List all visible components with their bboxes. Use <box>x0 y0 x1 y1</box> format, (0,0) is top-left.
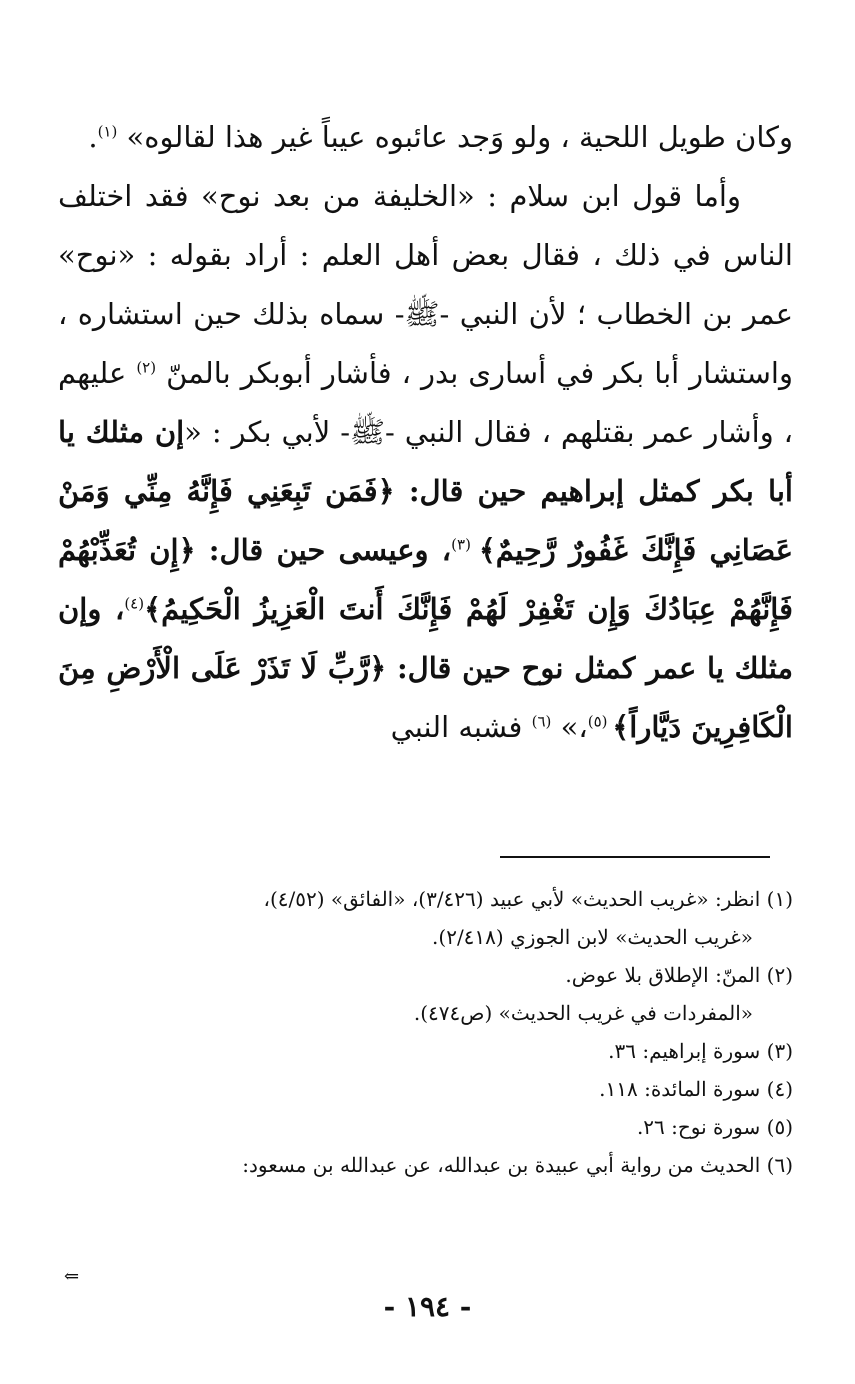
footnote-4: (٤) سورة المائدة: ١١٨. <box>599 1077 793 1101</box>
footnote-1: (١) انظر: «غريب الحديث» لأبي عبيد (٣/٤٢٦)، «الفائق» (٤/٥٢)، <box>263 887 793 911</box>
footnote-ref-6[interactable]: (٦) <box>531 712 552 731</box>
paragraph-2-text-b: عليهم ، وأشار عمر بقتلهم ، فقال النبي -ﷺ- لأبي بكر : « <box>58 356 793 449</box>
footnote-2-continued: «المفردات في غريب الحديث» (ص٤٧٤). <box>413 1001 753 1025</box>
paragraph-2 <box>58 167 793 757</box>
footnote-ref-5[interactable]: (٥) <box>587 712 613 731</box>
paragraph-1 <box>58 108 793 167</box>
hadith-quote-1: إن مثلك يا أبا بكر كمثل إبراهيم حين قال: ﴿فَمَن تَبِعَنِي فَإِنَّهُ مِنِّي وَمَنْ عَصَانِي فَإِنَّكَ غَفُورٌ رَّحِيمٌ﴾ <box>58 415 793 567</box>
footnote-5: (٥) سورة نوح: ٢٦. <box>636 1115 793 1139</box>
paragraph-1-text: وكان طويل اللحية ، ولو وَجد عائبوه عيباً غير هذا لقالوه» <box>117 120 793 154</box>
paragraph-2-text-c: ،» <box>551 710 588 744</box>
footnotes <box>58 880 793 1184</box>
hadith-quote-2: ، وعيسى حين قال: ﴿إِن تُعَذِّبْهُمْ فَإِنَّهُمْ عِبَادُكَ وَإِن تَغْفِرْ لَهُمْ فَإِنَّكَ أَنتَ الْعَزِيزُ الْحَكِيمُ﴾ <box>58 533 793 626</box>
footnote-divider <box>500 856 770 858</box>
footnote-1-continued: «غريب الحديث» لابن الجوزي (٢/٤١٨). <box>432 925 753 949</box>
footnote-3: (٣) سورة إبراهيم: ٣٦. <box>608 1039 793 1063</box>
paragraph-1-end: . <box>88 120 98 154</box>
main-text <box>58 108 793 757</box>
footnote-ref-4[interactable]: (٤) <box>124 594 145 613</box>
paragraph-2-text-d: فشبه النبي <box>390 710 532 744</box>
footnote-ref-1[interactable]: (١) <box>97 122 118 141</box>
paragraph-2-text-a: وأما قول ابن سلام : «الخليفة من بعد نوح» فقد اختلف الناس في ذلك ، فقال بعض أهل العلم : أراد بقوله : «نوح» عمر بن الخطاب ؛ لأن النبي -ﷺ- سماه بذلك حين استشاره ، واستشار أبا بكر في أسارى بدر ، فأشار أبوبكر بالمنّ <box>58 179 793 390</box>
footnote-6: (٦) الحديث من رواية أبي عبيدة بن عبدالله، عن عبدالله بن مسعود: <box>242 1153 793 1177</box>
page-number: - ١٩٤ - <box>383 1290 472 1323</box>
footnote-2: (٢) المنّ: الإطلاق بلا عوض. <box>565 963 793 987</box>
footnote-ref-3[interactable]: (٣) <box>451 535 479 554</box>
footnote-ref-2[interactable]: (٢) <box>136 358 157 377</box>
hadith-quote-3: ، وإن مثلك يا عمر كمثل نوح حين قال: ﴿رَّبِّ لَا تَذَرْ عَلَى الْأَرْضِ مِنَ الْكَافِرِينَ دَيَّاراً﴾ <box>58 592 793 744</box>
continuation-arrow-icon: ⇐ <box>64 1266 80 1287</box>
